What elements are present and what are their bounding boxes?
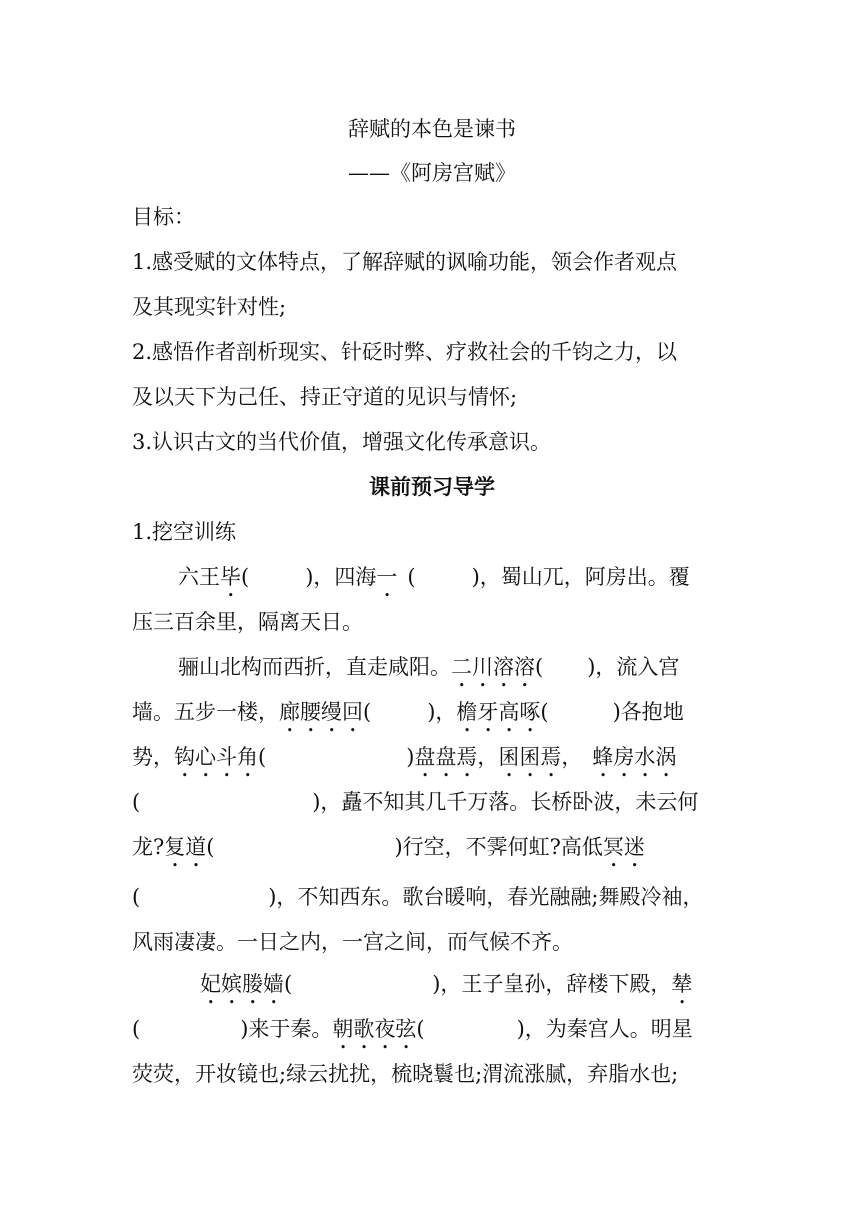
annotated-word: 囷囷焉 bbox=[498, 745, 562, 769]
blank-open: ( bbox=[535, 655, 544, 679]
text-span: )来于秦。 bbox=[240, 1017, 333, 1041]
blank-open: ( bbox=[132, 1017, 141, 1041]
passage-line-5 bbox=[132, 742, 732, 782]
doc-title: 辞赋的本色是谏书 bbox=[348, 117, 516, 141]
annotated-word: 蜂房水涡 bbox=[592, 745, 677, 769]
annotated-word: 冥迷 bbox=[602, 835, 645, 859]
blank-open: ( bbox=[284, 972, 293, 996]
annotated-word: 一 bbox=[376, 565, 398, 589]
text-span: 骊山北构而西折，直走咸阳。 bbox=[178, 655, 451, 679]
text-span: 龙? bbox=[132, 835, 165, 859]
text-span: 墙。五步一楼， bbox=[132, 700, 279, 724]
blank-open: ( bbox=[363, 700, 372, 724]
annotated-word: 盘盘焉 bbox=[414, 745, 478, 769]
passage-line-12: 荧荧，开妆镜也;绿云扰扰，梳晓鬟也;渭流涨腻，弃脂水也; bbox=[132, 1062, 679, 1086]
doc-subtitle: ——《阿房宫赋》 bbox=[348, 161, 516, 185]
text-span: )，四海 bbox=[305, 565, 377, 589]
annotated-word: 钩心斗角 bbox=[174, 745, 258, 769]
text-span: ， bbox=[477, 745, 499, 769]
text-span: )，为秦宫人。明星 bbox=[516, 1017, 693, 1041]
passage-line-8 bbox=[132, 882, 732, 912]
text-span: )，王子皇孙，辞楼下殿， bbox=[432, 972, 672, 996]
goal-2-line-1: 2.感悟作者剖析现实、针砭时弊、疗救社会的千钧之力，以 bbox=[132, 340, 678, 364]
text-span: 势， bbox=[132, 745, 174, 769]
blank-open: ( bbox=[206, 835, 215, 859]
passage-line-11 bbox=[132, 1014, 732, 1054]
goal-1-line-1: 1.感受赋的文体特点，了解辞赋的讽喻功能，领会作者观点 bbox=[132, 250, 678, 274]
text-span: )，矗不知其几千万落。长桥卧波，未云何 bbox=[312, 790, 699, 814]
text-span: )， bbox=[427, 700, 457, 724]
blank-open: ( bbox=[540, 700, 549, 724]
blank-open: ( bbox=[132, 885, 141, 909]
text-span: ， bbox=[561, 745, 583, 769]
goal-2-line-2: 及以天下为己任、持正守道的见识与情怀; bbox=[132, 385, 518, 409]
passage-line-6 bbox=[132, 787, 732, 817]
annotated-word: 毕 bbox=[220, 565, 241, 589]
passage-line-7 bbox=[132, 832, 732, 872]
blank-open: ( bbox=[241, 565, 250, 589]
passage-line-2: 压三百余里，隔离天日。 bbox=[132, 610, 363, 634]
passage-line-1 bbox=[178, 562, 732, 602]
blank-open: ( bbox=[407, 565, 416, 589]
goal-1-line-2: 及其现实针对性; bbox=[132, 295, 287, 319]
annotated-word: 檐牙高啄 bbox=[456, 700, 541, 724]
section-heading: 课前预习导学 bbox=[369, 474, 495, 499]
text-span: )行空，不霁何虹?高低 bbox=[394, 835, 603, 859]
text-span: ) bbox=[406, 745, 415, 769]
goals-heading: 目标： bbox=[132, 205, 195, 229]
exercise-heading: 1.挖空训练 bbox=[132, 520, 237, 544]
passage-line-4 bbox=[132, 697, 732, 737]
text-span: )各抱地 bbox=[612, 700, 684, 724]
blank-open: ( bbox=[132, 790, 141, 814]
text-span: )，流入宫 bbox=[587, 655, 680, 679]
annotated-word: 廊腰缦回 bbox=[279, 700, 363, 724]
goal-3: 3.认识古文的当代价值，增强文化传承意识。 bbox=[132, 430, 552, 454]
annotated-word: 复道 bbox=[164, 835, 207, 859]
annotated-word: 二川溶溶 bbox=[451, 655, 535, 679]
annotated-word: 辇 bbox=[671, 972, 693, 996]
passage-line-9: 风雨凄凄。一日之内，一宫之间，而气候不齐。 bbox=[132, 930, 573, 954]
blank-open: ( bbox=[258, 745, 267, 769]
passage-line-10 bbox=[200, 969, 732, 1009]
text-span: )，蜀山兀，阿房出。覆 bbox=[471, 565, 690, 589]
annotated-word: 朝歌夜弦 bbox=[332, 1017, 417, 1041]
annotated-word: 妃嫔媵嫱 bbox=[200, 972, 284, 996]
text-span: 六王 bbox=[178, 565, 220, 589]
blank-open: ( bbox=[416, 1017, 425, 1041]
text-span: )，不知西东。歌台暖响，春光融融;舞殿冷袖， bbox=[268, 885, 704, 909]
passage-line-3 bbox=[178, 652, 732, 692]
